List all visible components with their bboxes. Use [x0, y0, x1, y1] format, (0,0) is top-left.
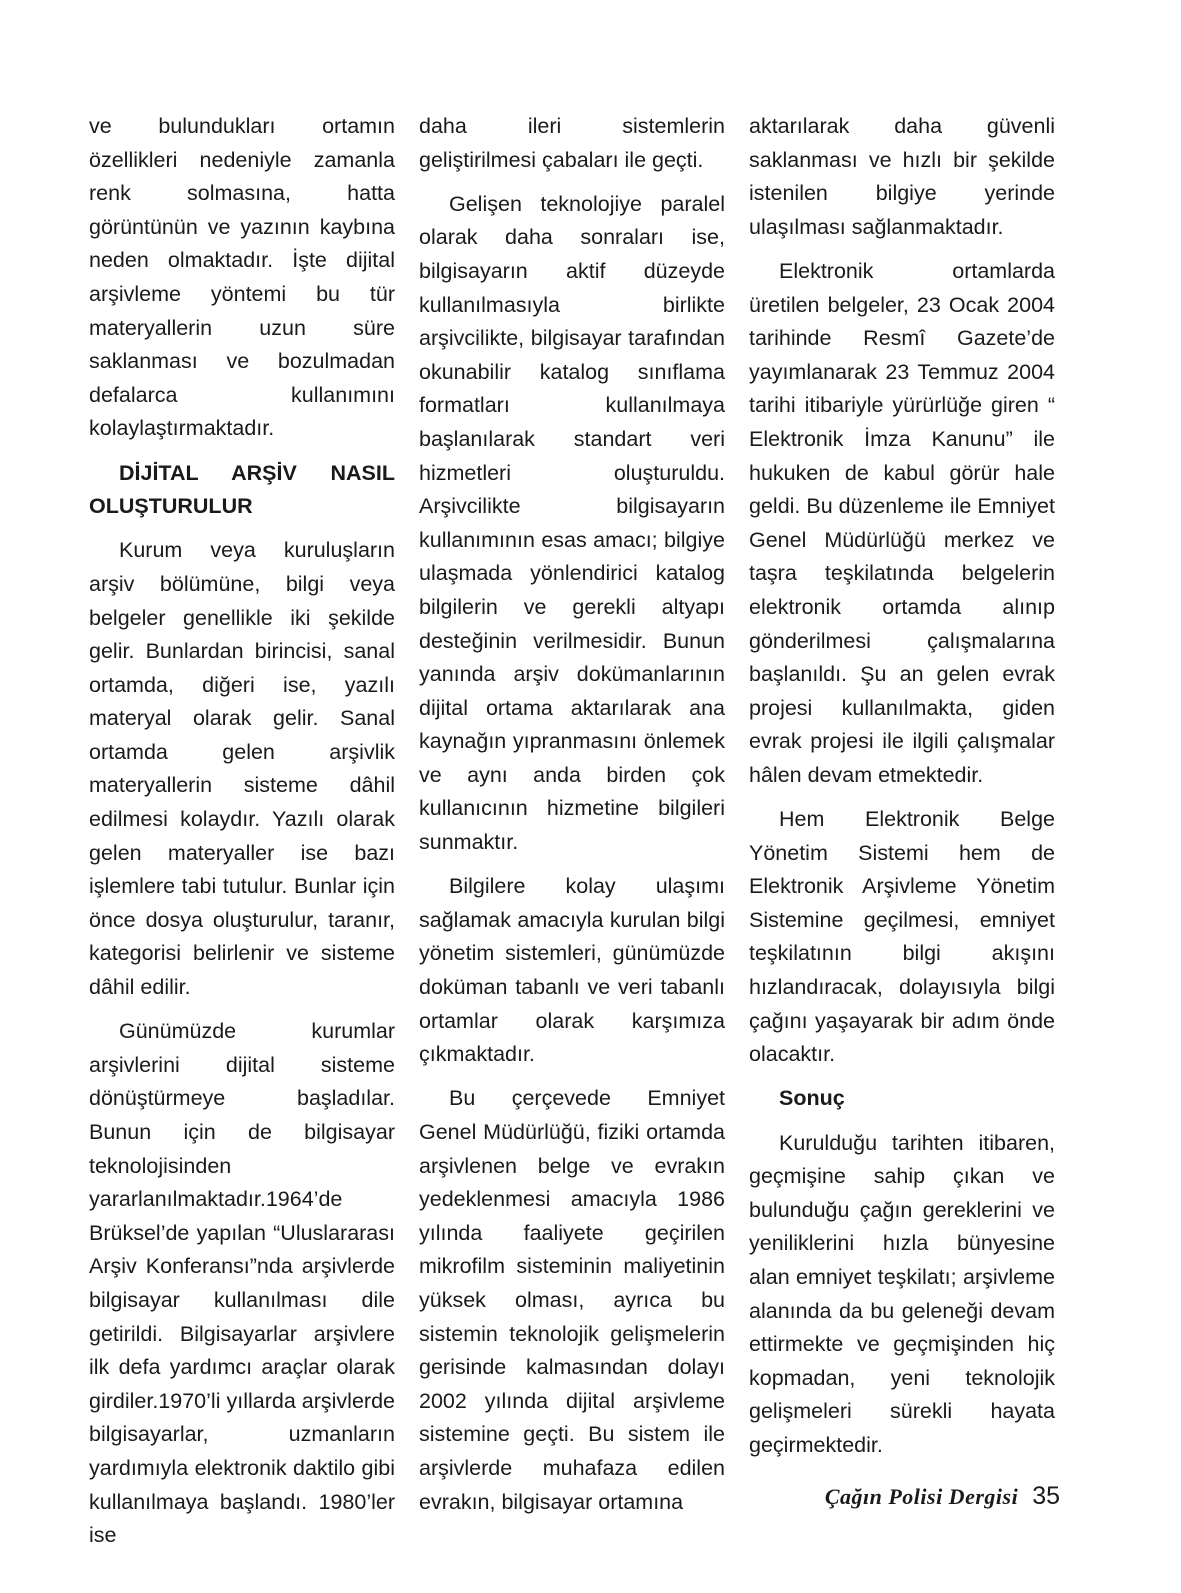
paragraph: aktarılarak daha güvenli saklanması ve hızlı bir şekilde istenilen bilgiye yerinde ulaşılması sağlanmaktadır.	[749, 114, 1055, 239]
paragraph: Kurum veya kuruluşların arşiv bölümüne, bilgi veya belgeler genellikle iki şekilde gelir. Bunlardan birincisi, sanal ortamda, diğeri ise, yazılı materyal olarak gelir. Sanal ortamda gelen arşivlik materyallerin sisteme dâhil edilmesi kolaydır. Yazılı olarak gelen materyaller ise bazı işlemlere tabi tutulur. Bunlar için önce dosya oluşturulur, taranır, kategorisi belirlenir ve sisteme dâhil edilir.	[89, 538, 395, 1000]
section-heading: DİJİTAL ARŞİV NASIL OLUŞTURULUR	[89, 460, 395, 519]
paragraph: daha ileri sistemlerin geliştirilmesi çabaları ile geçti.	[419, 114, 725, 172]
paragraph: Elektronik ortamlarda üretilen belgeler, 23 Ocak 2004 tarihinde Resmî Gazete’de yayımlanarak 23 Temmuz 2004 tarihi itibariyle yürürlüğe giren “ Elektronik İmza Kanunu” ile hukuken de kabul görür hale geldi. Bu düzenleme ile Emniyet Genel Müdürlüğü merkez ve taşra teşkilatında belgelerin elektronik ortamda alınıp gönderilmesi çalışmalarına başlanıldı. Şu an gelen evrak projesi kullanılmakta, giden evrak projesi ile ilgili çalışmalar hâlen devam etmektedir.	[749, 258, 1055, 787]
paragraph: Hem Elektronik Belge Yönetim Sistemi hem de Elektronik Arşivleme Yönetim Sistemine geçilmesi, emniyet teşkilatının bilgi akışını hızlandıracak, dolayısıyla bilgi çağını yaşayarak bir adım önde olacaktır.	[749, 807, 1055, 1067]
page-number: 35	[1032, 1482, 1060, 1510]
paragraph: Bilgilere kolay ulaşımı sağlamak amacıyla kurulan bilgi yönetim sistemleri, günümüzde doküman tabanlı ve veri tabanlı ortamlar olarak karşımıza çıkmaktadır.	[419, 874, 725, 1067]
paragraph: Kurulduğu tarihten itibaren, geçmişine sahip çıkan ve bulunduğu çağın gereklerini ve yeniliklerini hızla bünyesine alan emniyet teşkilatı; arşivleme alanında da bu geleneği devam ettirmekte ve geçmişinden hiç kopmadan, yeni teknolojik gelişmeleri sürekli hayata geçirmektedir.	[749, 1130, 1055, 1457]
section-heading: Sonuç	[779, 1086, 845, 1111]
paragraph: Günümüzde kurumlar arşivlerini dijital sisteme dönüştürmeye başladılar. Bunun için de bilgisayar teknolojisinden yararlanılmaktadır.1964’de Brüksel’de yapılan “Uluslararası Arşiv Konferansı”nda arşivlerde bilgisayar kullanılması dile getirildi. Bilgisayarlar arşivlere ilk defa yardımcı araçlar olarak girdiler.1970’li yıllarda arşivlerde bilgisayarlar, uzmanların yardımıyla elektronik daktilo gibi kullanılmaya başlandı. 1980’ler ise	[89, 1019, 395, 1548]
page-footer	[825, 1482, 1060, 1511]
text-column-3	[749, 110, 1055, 1473]
text-column-1	[89, 110, 395, 1563]
paragraph: Gelişen teknolojiye paralel olarak daha sonraları ise, bilgisayarın aktif düzeyde kullanılmasıyla birlikte arşivcilikte, bilgisayar tarafından okunabilir katalog sınıflama formatları kullanılmaya başlanılarak standart veri hizmetleri oluşturuldu. Arşivcilikte bilgisayarın kullanımının esas amacı; bilgiye ulaşmada yönlendirici katalog bilgilerin ve gerekli altyapı desteğinin verilmesidir. Bunun yanında arşiv dokümanlarının dijital ortama aktarılarak ana kaynağın yıpranmasını önlemek ve aynı anda birden çok kullanıcının hizmetine bilgileri sunmaktır.	[419, 191, 725, 855]
text-column-2	[419, 110, 725, 1530]
magazine-name: Çağın Polisi Dergisi	[824, 1484, 1019, 1509]
paragraph: Bu çerçevede Emniyet Genel Müdürlüğü, fiziki ortamda arşivlenen belge ve evrakın yedeklenmesi amacıyla 1986 yılında faaliyete geçirilen mikrofilm sisteminin maliyetinin yüksek olması, ayrıca bu sistemin teknolojik gelişmelerin gerisinde kalmasından dolayı 2002 yılında dijital arşivleme sistemine geçti. Bu sistem ile arşivlerde muhafaza edilen evrakın, bilgisayar ortamına	[419, 1086, 725, 1514]
paragraph: ve bulundukları ortamın özellikleri nedeniyle zamanla renk solmasına, hatta görüntünün ve yazının kaybına neden olmaktadır. İşte dijital arşivleme yöntemi bu tür materyallerin uzun süre saklanması ve bozulmadan defalarca kullanımını kolaylaştırmaktadır.	[89, 114, 395, 441]
